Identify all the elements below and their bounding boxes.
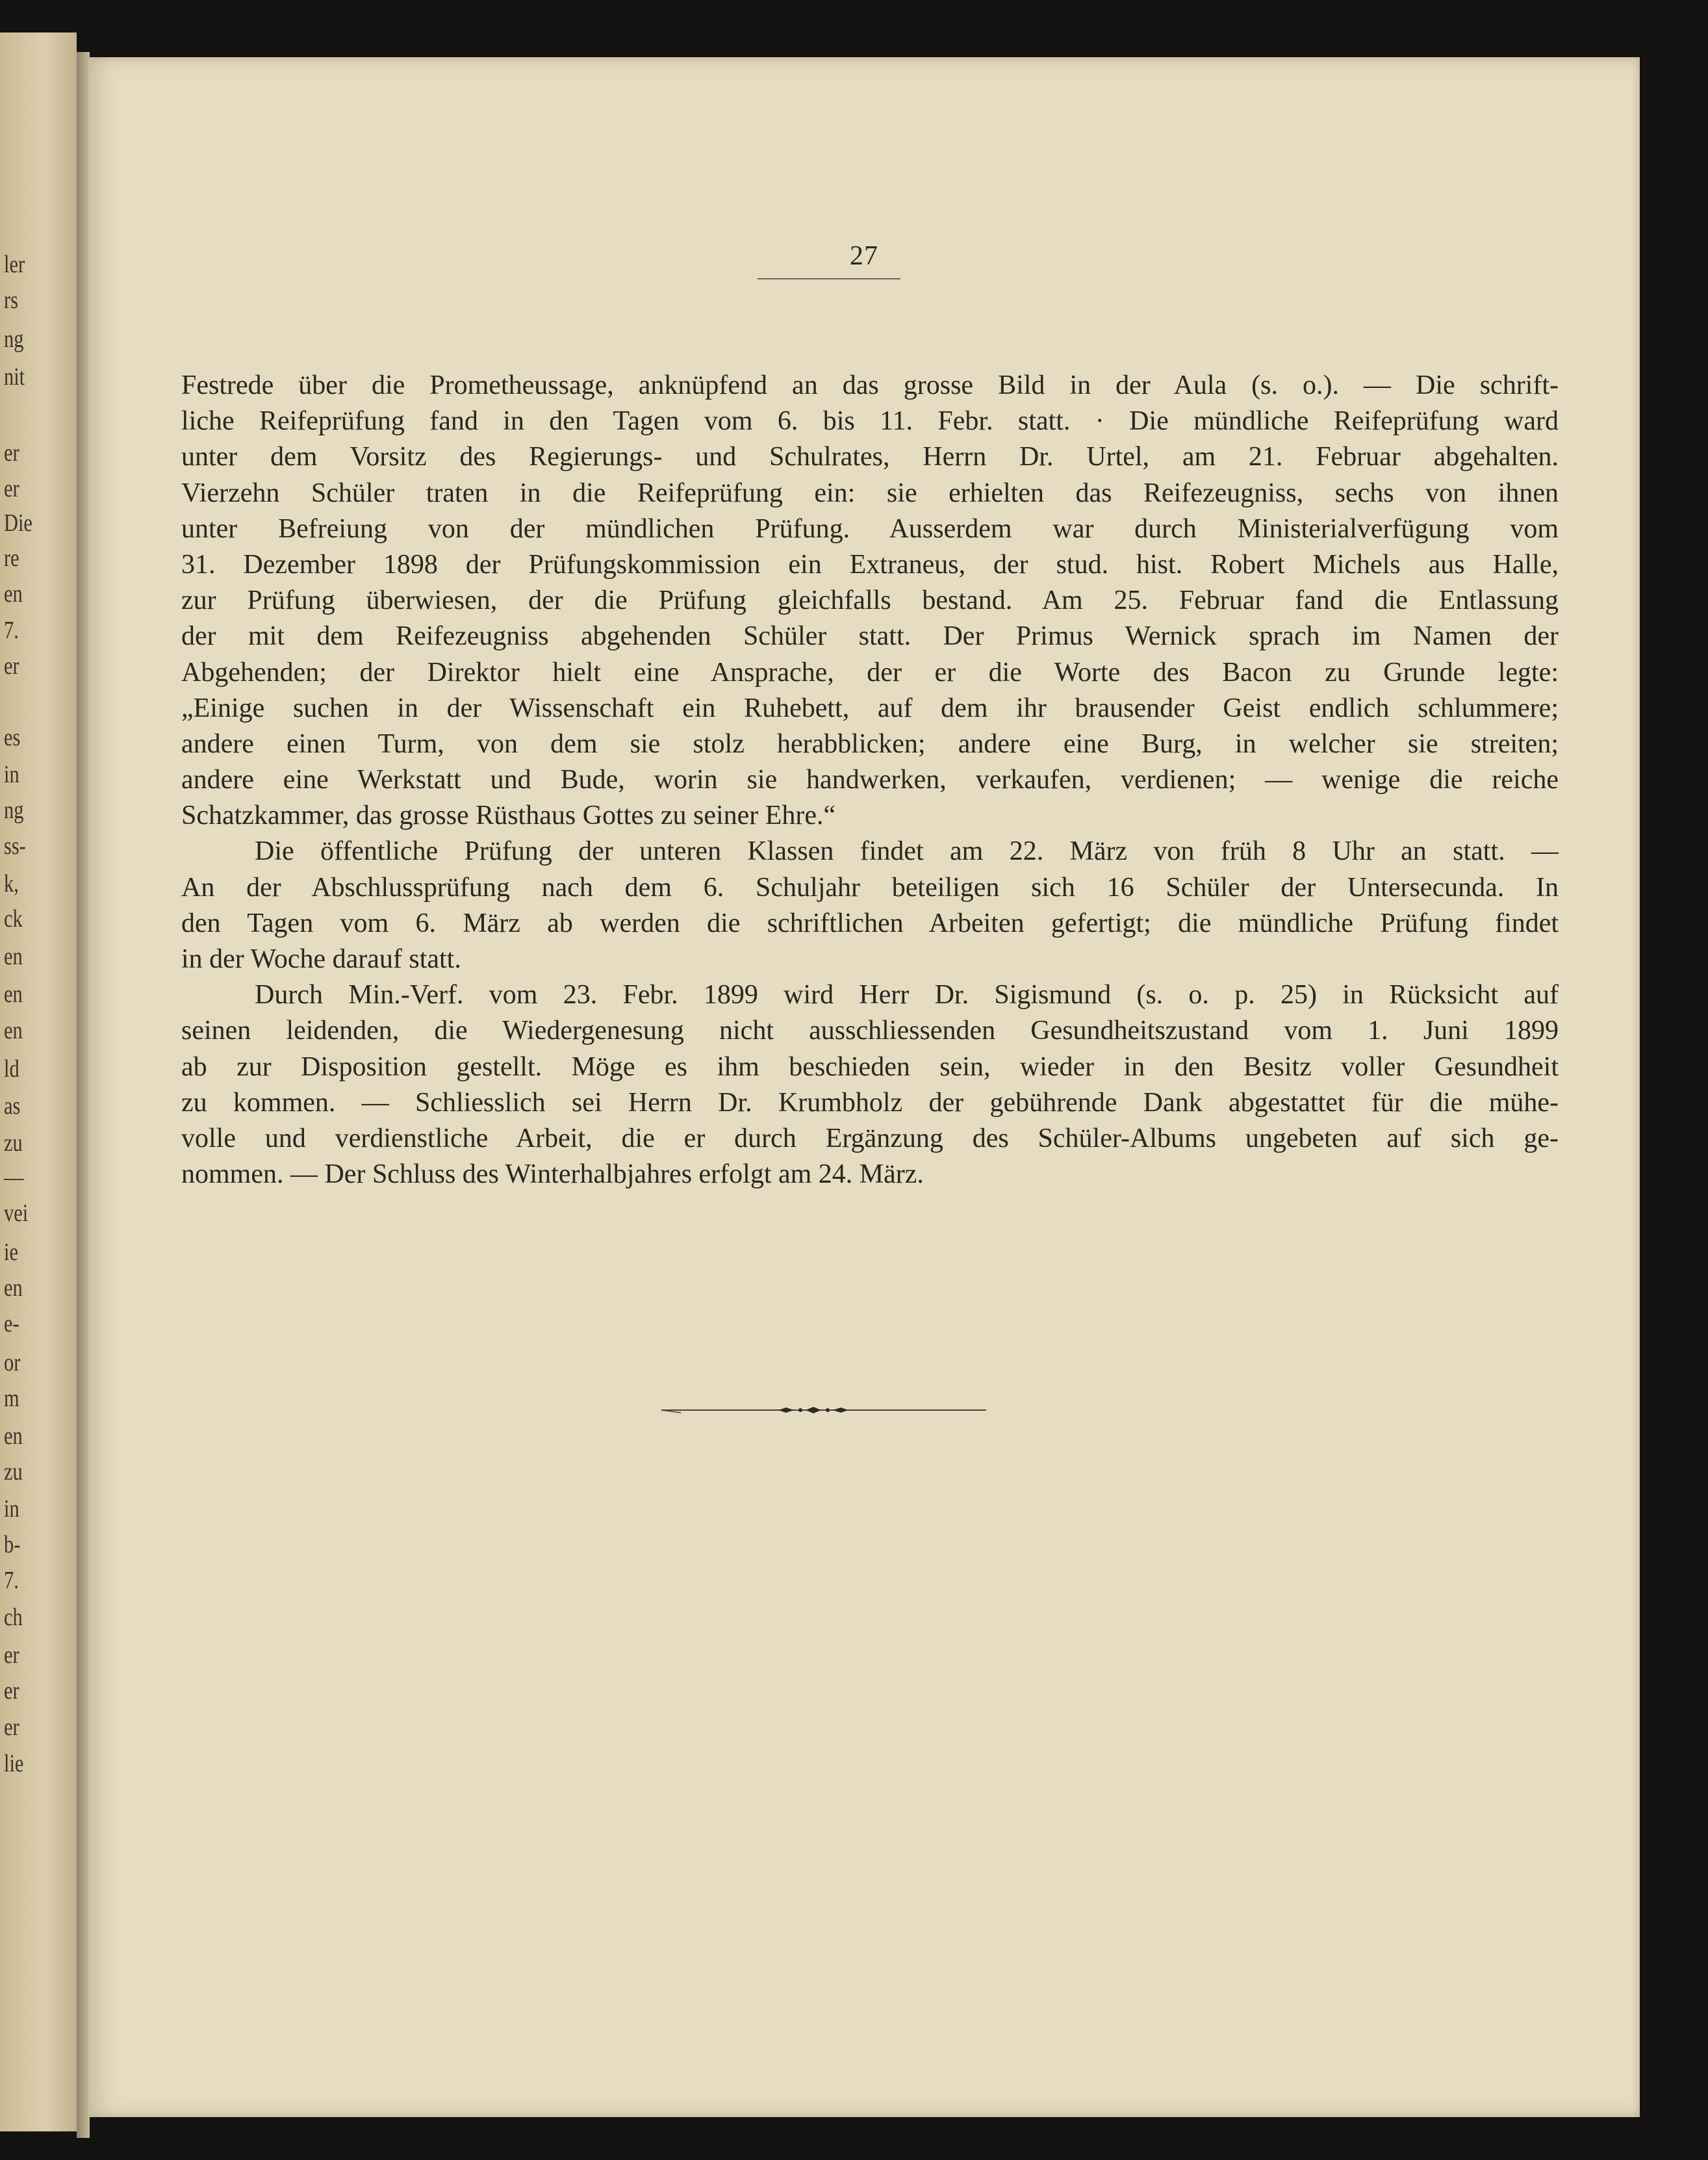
text-line: Die öffentliche Prüfung der unteren Klassen findet am 22. März von früh 8 Uhr an statt. — <box>255 836 1559 867</box>
previous-page-fragment: as <box>4 1092 21 1120</box>
text-line: Durch Min.-Verf. vom 23. Febr. 1899 wird Herr Dr. Sigismund (s. o. p. 25) in Rücksicht auf <box>255 980 1559 1010</box>
text-line: der mit dem Reifezeugniss abgehenden Schüler statt. Der Primus Wernick sprach im Namen der <box>181 621 1559 652</box>
previous-page-fragment: k, <box>4 870 19 897</box>
text-line: „Einige suchen in der Wissenschaft ein Ruhebett, auf dem ihr brausender Geist endlich schlummere; <box>181 693 1559 723</box>
previous-page-fragment: ng <box>4 797 24 824</box>
previous-page-fragment: e- <box>4 1310 19 1337</box>
page-number-rule <box>758 278 900 279</box>
previous-page-fragment: ss- <box>4 832 26 860</box>
previous-page-fragment: ld <box>4 1055 19 1083</box>
previous-page-fragment: nit <box>4 363 25 391</box>
text-line: unter Befreiung von der mündlichen Prüfung. Ausserdem war durch Ministerialverfügung vom <box>181 513 1559 544</box>
previous-page-fragment: ie <box>4 1239 18 1266</box>
previous-page-fragment: Die <box>4 509 32 537</box>
previous-page-fragment: rs <box>4 287 18 314</box>
previous-page-fragment: en <box>4 580 23 608</box>
previous-page-fragment: ck <box>4 905 23 932</box>
previous-page-fragment: er <box>4 652 19 680</box>
previous-page-fragment: en <box>4 981 23 1008</box>
previous-page-fragment: er <box>4 1714 19 1741</box>
previous-page-fragment: in <box>4 1495 19 1523</box>
text-line: 31. Dezember 1898 der Prüfungskommission ein Extraneus, der stud. hist. Robert Michels aus Halle, <box>181 549 1559 580</box>
previous-page-fragment: zu <box>4 1129 23 1157</box>
text-line: volle und verdienstliche Arbeit, die er durch Ergänzung des Schüler-Albums ungebeten auf sich ge- <box>181 1123 1559 1153</box>
previous-page-fragment: 7. <box>4 617 19 644</box>
text-line: unter dem Vorsitz des Regierungs- und Schulrates, Herrn Dr. Urtel, am 21. Februar abgehalten. <box>181 442 1559 472</box>
previous-page-fragment: en <box>4 1422 23 1450</box>
previous-page-fragment: in <box>4 761 19 788</box>
page-number: 27 <box>850 241 878 271</box>
previous-page-fragment: 7. <box>4 1567 19 1594</box>
text-line: Festrede über die Prometheussage, anknüpfend an das grosse Bild in der Aula (s. o.). — Die schrift- <box>181 370 1559 400</box>
text-line: Vierzehn Schüler traten in die Reifeprüfung ein: sie erhielten das Reifezeugniss, sechs von ihnen <box>181 478 1559 508</box>
end-ornament <box>661 1404 986 1417</box>
text-line: zu kommen. — Schliesslich sei Herrn Dr. Krumbholz der gebührende Dank abgestattet für die mühe- <box>181 1087 1559 1118</box>
text-line: ab zur Disposition gestellt. Möge es ihm beschieden sein, wieder in den Besitz voller Gesundheit <box>181 1051 1559 1082</box>
text-line: liche Reifeprüfung fand in den Tagen vom 6. bis 11. Febr. statt. · Die mündliche Reifeprüfung ward <box>181 406 1559 437</box>
previous-page-fragment: en <box>4 943 23 970</box>
body-text <box>181 368 1559 1192</box>
previous-page-fragment: lie <box>4 1750 24 1777</box>
previous-page-fragment: zu <box>4 1458 23 1485</box>
previous-page-fragment: — <box>4 1164 24 1191</box>
previous-page-fragment: er <box>4 475 19 502</box>
previous-page-fragment: er <box>4 1641 19 1669</box>
previous-page-fragment: m <box>4 1385 19 1412</box>
previous-page-edge <box>0 32 77 2131</box>
text-line: andere einen Turm, von dem sie stolz herabblicken; andere eine Burg, in welcher sie streiten; <box>181 728 1559 759</box>
previous-page-fragment: b- <box>4 1531 21 1558</box>
text-line: Abgehenden; der Direktor hielt eine Ansprache, der er die Worte des Bacon zu Grunde legte: <box>181 657 1559 688</box>
previous-page-fragment: ng <box>4 326 24 353</box>
text-line: nommen. — Der Schluss des Winterhalbjahres erfolgt am 24. März. <box>181 1159 924 1190</box>
text-line: in der Woche darauf statt. <box>181 944 461 974</box>
previous-page-fragment: en <box>4 1274 23 1302</box>
previous-page-fragment: es <box>4 724 21 751</box>
previous-page-fragment: en <box>4 1017 23 1044</box>
previous-page-fragment: or <box>4 1349 21 1376</box>
previous-page-fragment: ch <box>4 1604 23 1631</box>
previous-page-fragment: er <box>4 1677 19 1704</box>
text-line: den Tagen vom 6. März ab werden die schriftlichen Arbeiten gefertigt; die mündliche Prüfung findet <box>181 908 1559 938</box>
text-line: Schatzkammer, das grosse Rüsthaus Gottes zu seiner Ehre.“ <box>181 801 836 831</box>
text-line: zur Prüfung überwiesen, der die Prüfung gleichfalls bestand. Am 25. Februar fand die Entlassung <box>181 585 1559 616</box>
previous-page-fragment: er <box>4 439 19 467</box>
previous-page-fragment: vei <box>4 1200 29 1227</box>
document-page <box>88 57 1640 2117</box>
text-line: andere eine Werkstatt und Bude, worin sie handwerken, verkaufen, verdienen; — wenige die reiche <box>181 765 1559 795</box>
book-gutter <box>77 52 90 2138</box>
previous-page-fragment: re <box>4 545 19 572</box>
text-line: An der Abschlussprüfung nach dem 6. Schuljahr beteiligen sich 16 Schüler der Untersecunda. In <box>181 872 1559 903</box>
previous-page-fragment: ler <box>4 251 25 278</box>
text-line: seinen leidenden, die Wiedergenesung nicht ausschliessenden Gesundheitszustand vom 1. Juni 1899 <box>181 1016 1559 1046</box>
